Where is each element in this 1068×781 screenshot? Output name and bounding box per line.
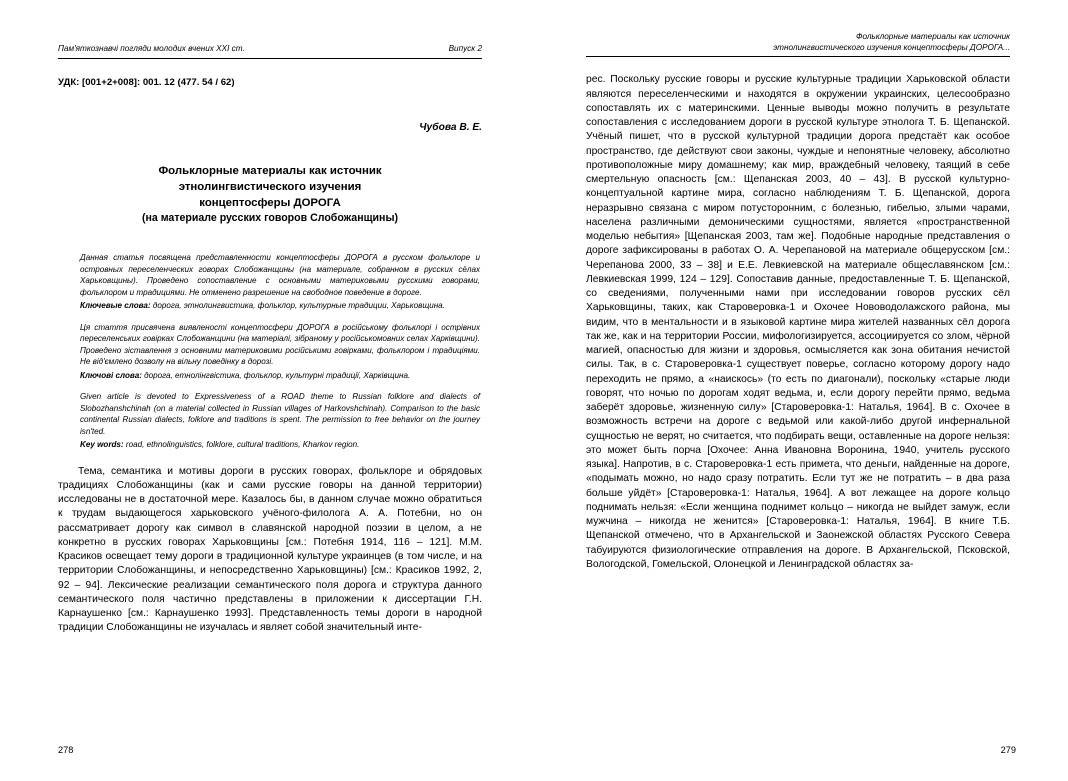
- right-body-paragraph: рес. Поскольку русские говоры и русские культурные традиции Харьковской области являются переселенческими и находятся в окружении украинских, целесообразно сопоставлять их с материнскими. Ценные выводы можно получить в результате сопоставления с исследованием дороги в русской культуре этнолога Т. Б. Щепанской. Учёный пишет, что в русской культурной традиции дорога предстаёт как особое пространство, где действуют свои законы, чуждые и непонятные человеку, абсолютно противоположные миру домашнему; как мир, враждебный человеку, таящий в себе смертельную опасность [см.: Щепанская 2003, 40 – 43]. В русской культурно-концептуальной картине мира, согласно наблюдениям Т. Б. Щепанской, дорога неразрывно связана с миром потусторонним, с болезнью, гибелью, злыми чарами, населена различными демоническими сущностями, является «пространственной моделью небытия» [Щепанская 2003, там же]. Подобные народные представления о дороге зафиксированы в работах О. А. Черепановой на материале общерусском [см.: Черепанова 2000, 33 – 38] и Е.Е. Левкиевской на материале общеславянском [см.: Левкиевская 1999, 124 – 129]. Сопоставив данные, предоставленные Т. Б. Щепанской, со сведениями, полученными нами при исследовании говоров русских сёл Харьковщины, таких, как Староверовка-1 и Охочее Нововодолажского района, мы видим, что в ментальности и в языковой картине мира жителей названных сёл дорога так же, как и на территории России, мифологизируется, ассоциируется со злом, чёрной магией, опасностью для жизни и здоровья, осмысляется как зона обитания нечистой силы. Так, в с. Староверовка-1 существует поверье, согласно которому дорогу надо переходить не прямо, а «наискось» (то есть по диагонали), поскольку «старые люди говорят, что ночью по дорогам ходят ведьма, и, если дорогу перейти прямо, ведьма заберёт здоровье, жизненную силу» [Староверовка-1: Наталья, 1964]. В с. Охочее в возможность встречи на дороге с ведьмой или какой-либо другой инфернальной сущностью не верят, но считается, что подбирать вещи, оставленные на дороге нельзя: это может быть порча [Охочее: Анна Ивановна Воронина, 1940, учитель русского языка]. Напротив, в с. Староверовка-1 есть примета, что деньги, найденные на дороге, «подымать можно, но надо сразу потратить. Если тут же не потратить – в два раза больше уйдёт» [Староверовка-1: Наталья, 1964]. А вот лежащее на дороге кольцо поднимать нельзя: «Если женщина поднимет кольцо – никогда не выйдет замуж, если мужчина – никогда не женится» [Староверовка-1: Наталья, 1964]. В книге Т.Б. Щепанской отмечено, что в Архангельской и Заонежской областях Русского Севера табуируются физиологические отправления на дороге. В Архангельской, Псковской, Вологодской, Гомельской, Олонецкой и Ленинградской областях за-: [586, 74, 1010, 570]
- keywords-ru-text: дорога, этнолингвистика, фольклор, культурные традиции, Харьковщина.: [150, 301, 445, 311]
- keywords-uk: [80, 370, 480, 381]
- running-head-right-line-2: этнолингвистического изучения концептосферы ДОРОГА...: [773, 42, 1010, 52]
- author-name: Чубова В. Е.: [419, 121, 482, 133]
- article-subtitle: (на материале русских говоров Слобожанщины): [141, 212, 399, 225]
- running-head-right-line-1: Фольклорные материалы как источник: [855, 32, 1010, 41]
- abstract-ru: Данная статья посвящена представленности концептосферы ДОРОГА в русском фольклоре и островных переселенческих говорах Слобожанщины (на материале, собранном в русских сёлах Харьковщины). Проведено сопоставление с основными материковыми русскими говорами, фольклором и традициями. Не отменено разрешение на свободное поведение в дороге.: [80, 253, 480, 297]
- right-page-body: [586, 73, 1010, 572]
- keywords-en-label: Key words:: [80, 440, 124, 450]
- keywords-uk-label: Ключові слова:: [80, 370, 142, 380]
- udk-code: УДК: [001+2+008]: 001. 12 (477. 54 / 62): [58, 76, 235, 88]
- keywords-ru-label: Ключевые слова:: [80, 301, 151, 311]
- page-number-right: 279: [1000, 745, 1016, 755]
- article-title-line-2: этнолингвистического изучения: [178, 180, 362, 193]
- keywords-ru: [80, 300, 480, 311]
- right-page: [534, 0, 1068, 781]
- keywords-en-text: road, ethnolinguistics, folklore, cultural traditions, Kharkov region.: [123, 440, 360, 450]
- article-title: [58, 163, 482, 227]
- left-page-body: [58, 465, 482, 636]
- running-head-right: [586, 32, 1010, 57]
- article-title-line-1: Фольклорные материалы как источник: [158, 164, 382, 177]
- page-number-left: 278: [58, 745, 74, 755]
- keywords-uk-text: дорога, етнолінгвістика, фольклор, культурні традиції, Харківщина.: [141, 370, 411, 380]
- keywords-en: [80, 439, 480, 450]
- running-head-left: [58, 44, 482, 59]
- running-head-issue: Випуск 2: [448, 44, 482, 53]
- abstract-block: [58, 252, 482, 450]
- left-body-paragraph: Тема, семантика и мотивы дороги в русских говорах, фольклоре и обрядовых традициях Слобожанщины (как и сами русские говоры на данной территории) исследованы не в достаточной мере. Казалось бы, в данном случае можно обратиться к трудам выдающегося харьковского учёного-филолога А. А. Потебни, но он рассматривает дорогу как символ в славянской народной поэзии в целом, а не конкретно в русских говорах Харьковщины [см.: Потебня 1914, 116 – 121]. М.М. Красиков освещает тему дороги в традиционной культуре украинцев (в том числе, и на территории Слобожанщины, и непосредственно Харьковщины) [см.: Красиков 1992, 2, 92 – 94]. Лексические реализации семантического поля дорога и структура данного семантического поля частично представлены в приложении к диссертации Г.Н. Карнаушенко [см.: Карнаушенко 1993]. Представленность темы дороги в народной традиции Слобожанщины не изучалась и являет собой значительный инте-: [58, 465, 482, 634]
- abstract-en: Given article is devoted to Expressiveness of a ROAD theme to Russian folklore and dialects of Slobozhanshchinah (on a material collected in Russian villages of Harkovshchinah). Comparison to the basic continental Russian dialects, folklore and traditions is spent. The permission to free behavior on the journey isn'ted.: [80, 392, 480, 436]
- abstract-uk: Ця стаття присвячена виявленості концептосфери ДОРОГА в російському фольклорі і острівних переселенських говірках Слобожанщини (на матеріалі, зібраному у російськомовних селах Харківщини). Проведено зіставлення з основними материковими російськими говірками, фольклором і традиціями. Не від'ємлено дозволу на вільну поведінку в дорозі.: [80, 322, 480, 367]
- running-head-left-text: Пам'яткознавчі погляди молодих вчених ХХІ ст.: [58, 44, 245, 53]
- article-title-line-3: концептосферы ДОРОГА: [199, 197, 341, 210]
